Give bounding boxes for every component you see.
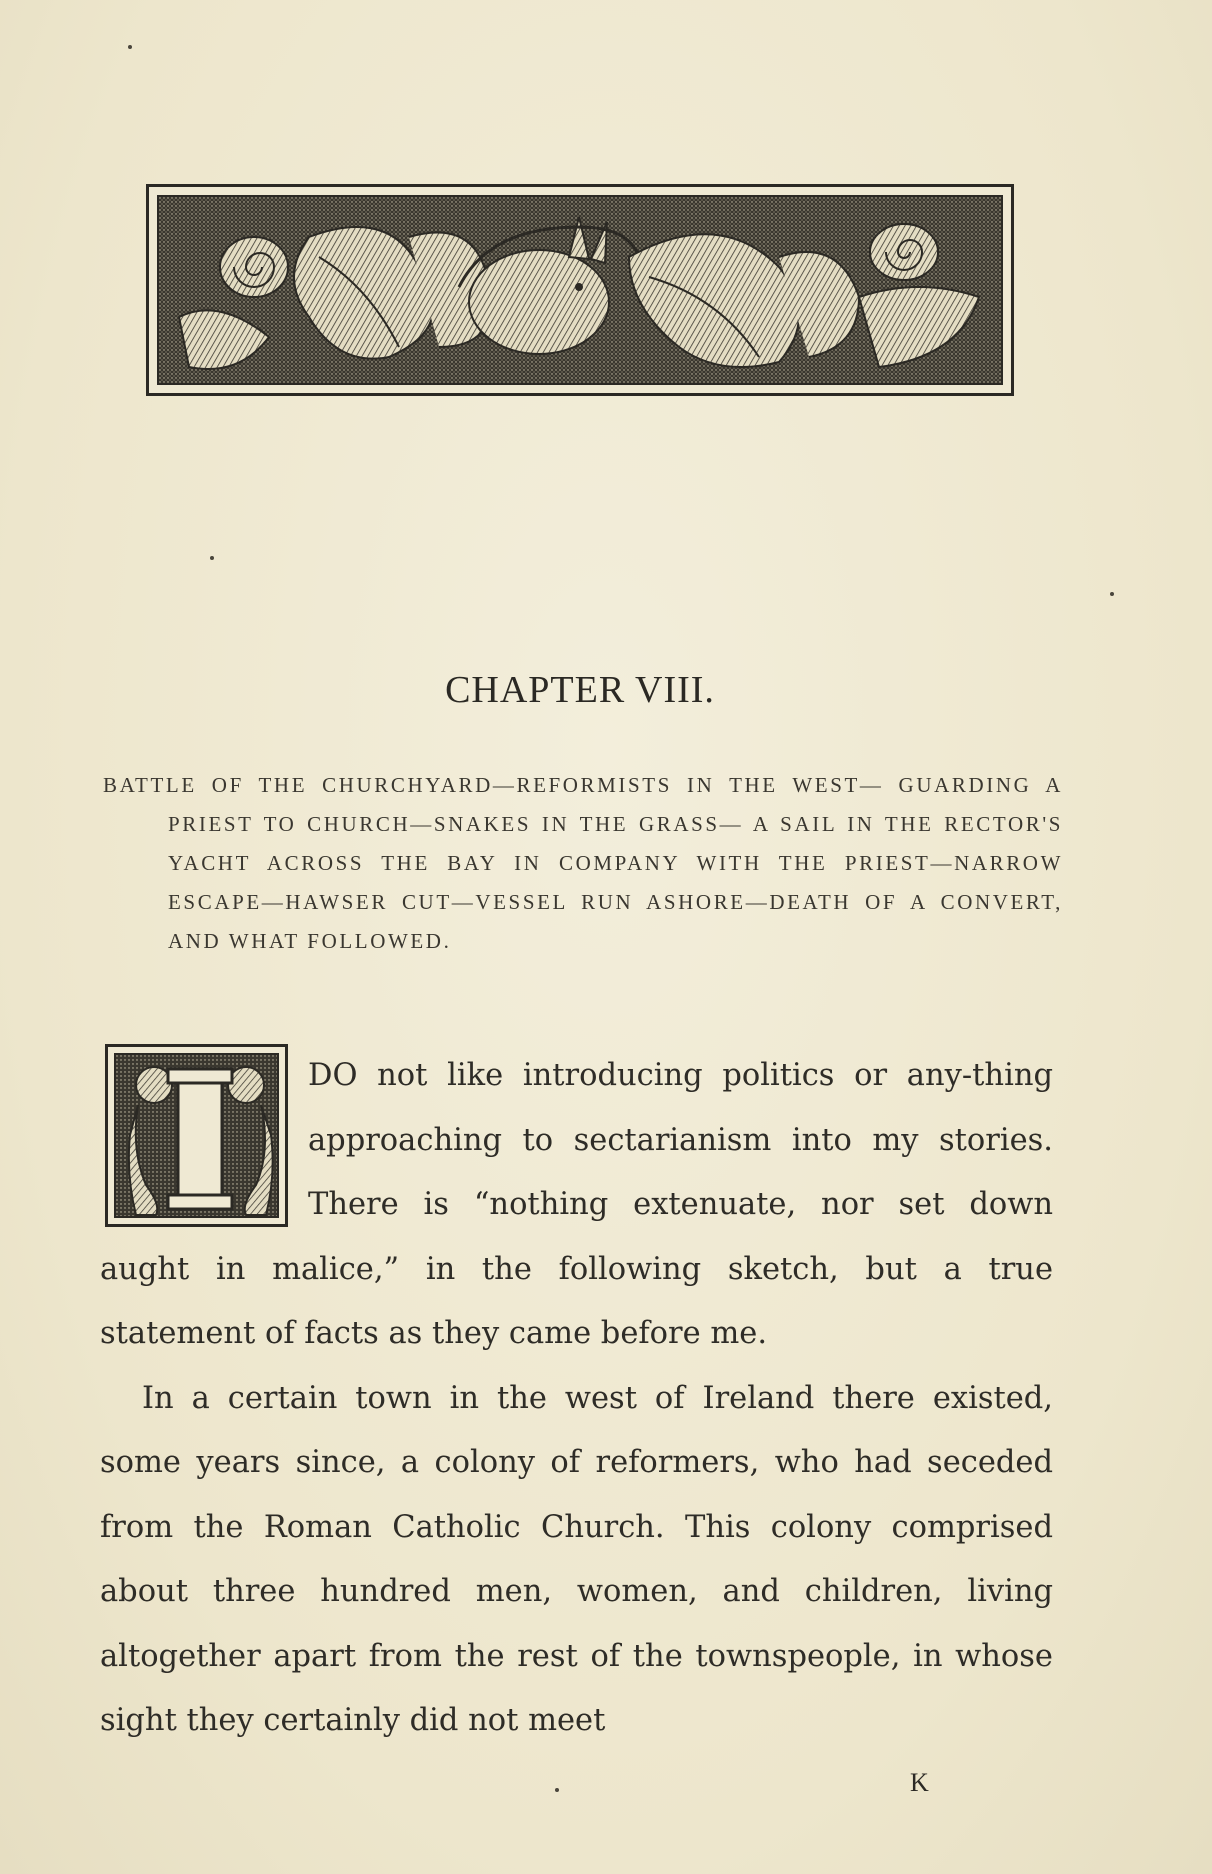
chapter-title: CHAPTER VIII. — [445, 669, 715, 711]
body-paragraph: In a certain town in the west of Ireland there existed, some years since, a colony of reformers, who had seceded from the Roman Catholic Church. This colony comprised about three hundred men, women, and children, living altogether apart from the rest of the townspeople, in whose sight they certainly did not meet — [100, 1380, 1053, 1738]
paper-speck — [210, 556, 214, 560]
paper-speck — [128, 45, 132, 49]
synopsis-text: BATTLE OF THE CHURCHYARD—REFORMISTS IN THE WEST— GUARDING A PRIEST TO CHURCH—SNAKES IN THE GRASS— A SAIL IN THE RECTOR'S YACHT ACROSS THE BAY IN COMPANY WITH THE PRIEST—NARROW ESCAPE—HAWSER CUT—VESSEL RUN ASHORE—DEATH OF A CONVERT, AND WHAT FOLLOWED. — [103, 773, 1063, 953]
chapter-headpiece — [146, 184, 1014, 396]
signature-mark: K — [910, 1768, 929, 1797]
paper-speck — [555, 1788, 559, 1792]
headpiece-engraving — [159, 197, 1003, 385]
body-paragraph: DO not like introducing politics or any-thing approaching to sectarianism into my stories. There is “nothing extenuate, nor set down aught in malice,” in the following sketch, but a true statement of facts as they came before me. — [100, 1058, 1053, 1351]
cherub-initial-icon — [114, 1053, 279, 1218]
headpiece-ornament — [157, 195, 1003, 385]
drop-cap — [105, 1044, 288, 1227]
chapter-synopsis — [103, 766, 1063, 961]
paper-speck — [1110, 592, 1114, 596]
